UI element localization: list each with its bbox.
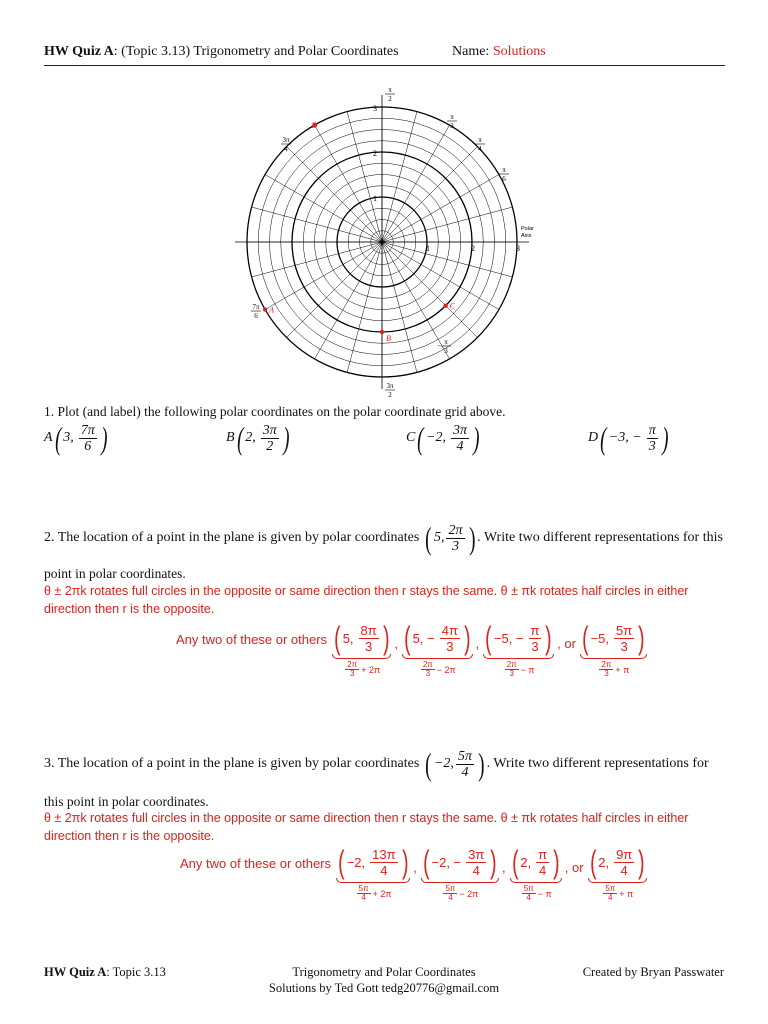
- grid-ray: [265, 242, 382, 310]
- grid-ray: [382, 242, 417, 372]
- q3-coord-den: 4: [461, 764, 469, 780]
- coord-r: −2,: [346, 854, 366, 870]
- angle-num: 7π: [252, 303, 260, 311]
- grid-ray: [382, 207, 512, 242]
- coord-num: 13π: [372, 846, 396, 862]
- q2-answer-note: [503, 661, 535, 678]
- coord-num: π: [538, 846, 548, 862]
- q2-coord-den: 3: [451, 538, 459, 554]
- q3-red-line2: direction then r is the opposite.: [44, 829, 215, 843]
- coord-den: 3: [531, 638, 539, 654]
- note-num: 5π: [523, 884, 534, 893]
- note-num: 5π: [358, 884, 369, 893]
- coord-label: C: [406, 430, 416, 445]
- angle-den: 2: [388, 391, 392, 399]
- coord-den: 4: [472, 862, 480, 878]
- q2-answer-note: [343, 661, 380, 678]
- q2-coord-num: 2π: [448, 522, 463, 538]
- q3-lead: Any two of these or others: [180, 856, 332, 871]
- coord-num: 9π: [616, 846, 633, 862]
- grid-ray: [315, 125, 383, 242]
- coord-den: 3: [620, 638, 628, 654]
- q2-answer: [580, 622, 647, 678]
- angle-num: π: [502, 166, 506, 174]
- note-den: 4: [448, 893, 453, 902]
- coord-r: 5,: [342, 630, 354, 646]
- q2-coord: ( 5, $\frac{2\pi}{3}$ ): [425, 520, 476, 556]
- angle-num: π: [388, 86, 392, 94]
- angle-num: 3π: [386, 382, 394, 390]
- angle-label: [385, 86, 395, 103]
- coord-r: −3, −: [608, 430, 642, 445]
- grid-ray: [382, 147, 477, 242]
- grid-ray: [347, 242, 382, 372]
- q3-red-line1: θ ± 2πk rotates full circles in the opposite or same direction then r stays the same. θ ± πk rotates half circles in either: [44, 811, 689, 825]
- q2-answer: [332, 622, 391, 678]
- separator: ,: [475, 636, 480, 651]
- grid-ray: [287, 242, 382, 337]
- footer-right: Created by Bryan Passwater: [582, 965, 724, 979]
- footer-quiz-label: HW Quiz A: [44, 965, 107, 979]
- radius-label-up: 3: [373, 104, 377, 113]
- q3-answer-coord: ( 2, $\frac{\pi}{4}$ ): [511, 844, 560, 880]
- point-label-b: B: [386, 334, 391, 343]
- note-op: + 2π: [372, 888, 392, 899]
- q3-prompt: [44, 748, 709, 780]
- point-b: [380, 330, 384, 334]
- coord-r: 3,: [63, 430, 74, 445]
- angle-den: 3: [450, 122, 454, 130]
- coord-r: 5, −: [412, 630, 435, 646]
- coord-num: 4π: [441, 622, 458, 638]
- separator: , or: [557, 636, 576, 651]
- grid-ray: [382, 242, 512, 277]
- coord-r: −5,: [590, 630, 610, 646]
- q2-prompt: [44, 522, 723, 554]
- coord-label: A: [44, 430, 53, 445]
- radius-label-right: 1: [426, 244, 430, 253]
- coord-den: 6: [84, 438, 92, 454]
- q2-answer-coord: ( 5, − $\frac{4\pi}{3}$ ): [404, 620, 471, 656]
- q3-answer-note: [520, 885, 552, 902]
- note-op: + π: [619, 888, 634, 899]
- q3-text-a: 3. The location of a point in the plane is given by polar coordinates: [44, 756, 420, 771]
- topic-text: : (Topic 3.13) Trigonometry and Polar Coordinates: [113, 44, 399, 59]
- note-den: 3: [509, 669, 514, 678]
- q3-answer: [421, 846, 499, 902]
- angle-den: 2: [388, 95, 392, 103]
- note-num: 2π: [422, 660, 433, 669]
- coord-num: 3π: [468, 846, 485, 862]
- q3-answer-coord: ( 2, $\frac{9\pi}{4}$ ): [589, 844, 645, 880]
- separator: ,: [502, 860, 506, 875]
- q3-answer: [588, 846, 647, 902]
- coord-r: −2,: [426, 430, 446, 445]
- quiz-label: HW Quiz A: [44, 44, 114, 59]
- coord-label: B: [226, 430, 235, 445]
- note-op: − π: [537, 888, 552, 899]
- polar-axis-label: Polar: [521, 226, 534, 232]
- note-num: 2π: [347, 660, 358, 669]
- note-den: 4: [361, 893, 366, 902]
- q1-text: 1. Plot (and label) the following polar coordinates on the polar coordinate grid above.: [44, 404, 506, 419]
- radius-label-right: 3: [516, 244, 520, 253]
- point-label-d: D: [311, 121, 318, 131]
- coord-den: 2: [266, 438, 274, 454]
- q2-answer-note: [419, 661, 456, 678]
- q2-text-a: 2. The location of a point in the plane is given by polar coordinates: [44, 530, 420, 545]
- note-op: + π: [615, 664, 630, 675]
- separator: , or: [564, 860, 584, 875]
- angle-label: [499, 166, 509, 183]
- coord-num: 3π: [452, 422, 467, 438]
- coord-r: −2, −: [431, 854, 462, 870]
- angle-num: π: [450, 113, 454, 121]
- q2-answer: [402, 622, 473, 678]
- note-den: 3: [425, 669, 431, 678]
- note-den: 4: [526, 893, 531, 902]
- q1-item-a: A ( 3, $\frac{7\pi}{6}$ ): [44, 420, 108, 456]
- underbrace: [421, 878, 499, 883]
- q1-item-c: C ( −2, $\frac{3\pi}{4}$ ): [406, 420, 480, 456]
- note-num: 5π: [605, 884, 616, 893]
- q2-coord-r: 5,: [433, 530, 445, 545]
- point-c: [443, 303, 447, 307]
- underbrace: [483, 654, 554, 659]
- coord-num: π: [530, 622, 540, 638]
- coord-den: 4: [380, 862, 388, 878]
- note-op: − 2π: [436, 664, 456, 675]
- note-op: − π: [520, 664, 535, 675]
- q3-coord: ( −2, $\frac{5\pi}{4}$ ): [425, 746, 485, 782]
- q2-answer-coord: ( −5, − $\frac{\pi}{3}$ ): [485, 620, 553, 656]
- grid-ray: [315, 242, 383, 359]
- coord-num: π: [648, 422, 656, 438]
- grid-ray: [265, 175, 382, 243]
- angle-den: 3: [444, 347, 448, 355]
- grid-ray: [382, 175, 499, 243]
- note-den: 3: [604, 669, 609, 678]
- q3-answer-coord: ( −2, − $\frac{3\pi}{4}$ ): [422, 844, 497, 880]
- q3-answers: [180, 846, 648, 902]
- separator: ,: [394, 636, 399, 651]
- name-value: Solutions: [492, 44, 546, 59]
- note-num: 5π: [445, 884, 456, 893]
- angle-label: [475, 136, 485, 153]
- underbrace: [580, 654, 647, 659]
- note-num: 2π: [601, 660, 612, 669]
- coord-den: 4: [539, 862, 547, 878]
- coord-den: 4: [620, 862, 628, 878]
- q2-red-line2: direction then r is the opposite.: [44, 602, 215, 616]
- radius-label-up: 1: [373, 194, 377, 203]
- q3-answer-note: [441, 885, 478, 902]
- q3-answer-note: [601, 885, 633, 902]
- angle-sign: −: [437, 342, 441, 350]
- q3-answer-note: [355, 885, 392, 902]
- q2-red-line1: θ ± 2πk rotates full circles in the opposite or same direction then r stays the same. θ ± πk rotates half circles in either: [44, 584, 689, 598]
- grid-ray: [382, 242, 499, 310]
- coord-label: D: [588, 430, 599, 445]
- angle-den: 6: [254, 312, 258, 320]
- coord-den: 3: [446, 638, 454, 654]
- angle-num: π: [478, 136, 482, 144]
- q2-text-b: . Write two different representations for this: [477, 530, 723, 545]
- note-op: − 2π: [459, 888, 479, 899]
- grid-ray: [382, 112, 417, 242]
- angle-den: 4: [284, 145, 288, 153]
- coord-den: 3: [365, 638, 373, 654]
- q3-coord-r: −2,: [433, 756, 454, 771]
- q2-lead: Any two of these or others: [176, 632, 328, 647]
- note-den: 3: [349, 669, 355, 678]
- coord-num: 5π: [616, 622, 633, 638]
- grid-ray: [382, 125, 450, 242]
- coord-den: 3: [648, 438, 656, 454]
- angle-num: 3π: [282, 136, 290, 144]
- coord-r: −5, −: [493, 630, 524, 646]
- angle-label: [447, 113, 457, 130]
- q3-text-b: . Write two different representations for: [486, 756, 709, 771]
- separator: ,: [413, 860, 417, 875]
- name-field: [452, 44, 546, 60]
- coord-den: 4: [456, 438, 464, 454]
- angle-den: 4: [478, 145, 482, 153]
- point-a: [263, 307, 267, 311]
- q2-answers: [176, 622, 648, 678]
- coord-r: 2,: [245, 430, 256, 445]
- header-title: [44, 44, 399, 60]
- grid-ray: [252, 242, 382, 277]
- q2-answer-coord: ( 5, $\frac{8\pi}{3}$ ): [334, 620, 390, 656]
- coord-num: 7π: [80, 422, 95, 438]
- polar-axis-label: Axis: [521, 233, 532, 239]
- grid-ray: [287, 147, 382, 242]
- footer-topic: : Topic 3.13: [106, 965, 166, 979]
- coord-r: 2,: [520, 854, 532, 870]
- angle-num: π: [444, 338, 448, 346]
- grid-ray: [252, 207, 382, 242]
- note-num: 2π: [506, 660, 517, 669]
- coord-num: 8π: [360, 622, 377, 638]
- polar-grid: [222, 82, 542, 402]
- radius-label-up: 2: [373, 149, 377, 158]
- underbrace: [336, 878, 410, 883]
- q2-text-c: point in polar coordinates.: [44, 566, 186, 581]
- q1-item-b: B ( 2, $\frac{3\pi}{2}$ ): [226, 420, 290, 456]
- point-label-c: C: [449, 301, 455, 311]
- angle-label: [251, 303, 261, 320]
- grid-ray: [382, 242, 477, 337]
- note-den: 4: [608, 893, 613, 902]
- q3-answer: [510, 846, 562, 902]
- name-label: Name:: [452, 44, 493, 59]
- angle-label: [385, 382, 395, 399]
- grid-ray: [347, 112, 382, 242]
- q3-coord-num: 5π: [457, 748, 472, 764]
- angle-den: 6: [502, 175, 506, 183]
- q2-answer-note: [597, 661, 629, 678]
- footer-center1: Trigonometry and Polar Coordinates: [292, 965, 476, 979]
- radius-label-right: 2: [471, 244, 475, 253]
- point-label-a: A: [269, 305, 274, 315]
- footer-center2: Solutions by Ted Gott tedg20776@gmail.com: [268, 981, 500, 995]
- q3-answer: [336, 846, 410, 902]
- underbrace: [402, 654, 473, 659]
- q2-answer: [483, 622, 554, 678]
- header-rule: [44, 65, 725, 66]
- note-op: + 2π: [361, 664, 381, 675]
- q3-answer-coord: ( −2, $\frac{13\pi}{4}$ ): [338, 844, 409, 880]
- coord-r: 2,: [598, 854, 610, 870]
- q1-item-d: D ( −3, − $\frac{\pi}{3}$ ): [588, 420, 669, 456]
- q3-text-c: this point in polar coordinates.: [44, 794, 209, 809]
- coord-num: 3π: [262, 422, 277, 438]
- q2-answer-coord: ( −5, $\frac{5\pi}{3}$ ): [582, 620, 645, 656]
